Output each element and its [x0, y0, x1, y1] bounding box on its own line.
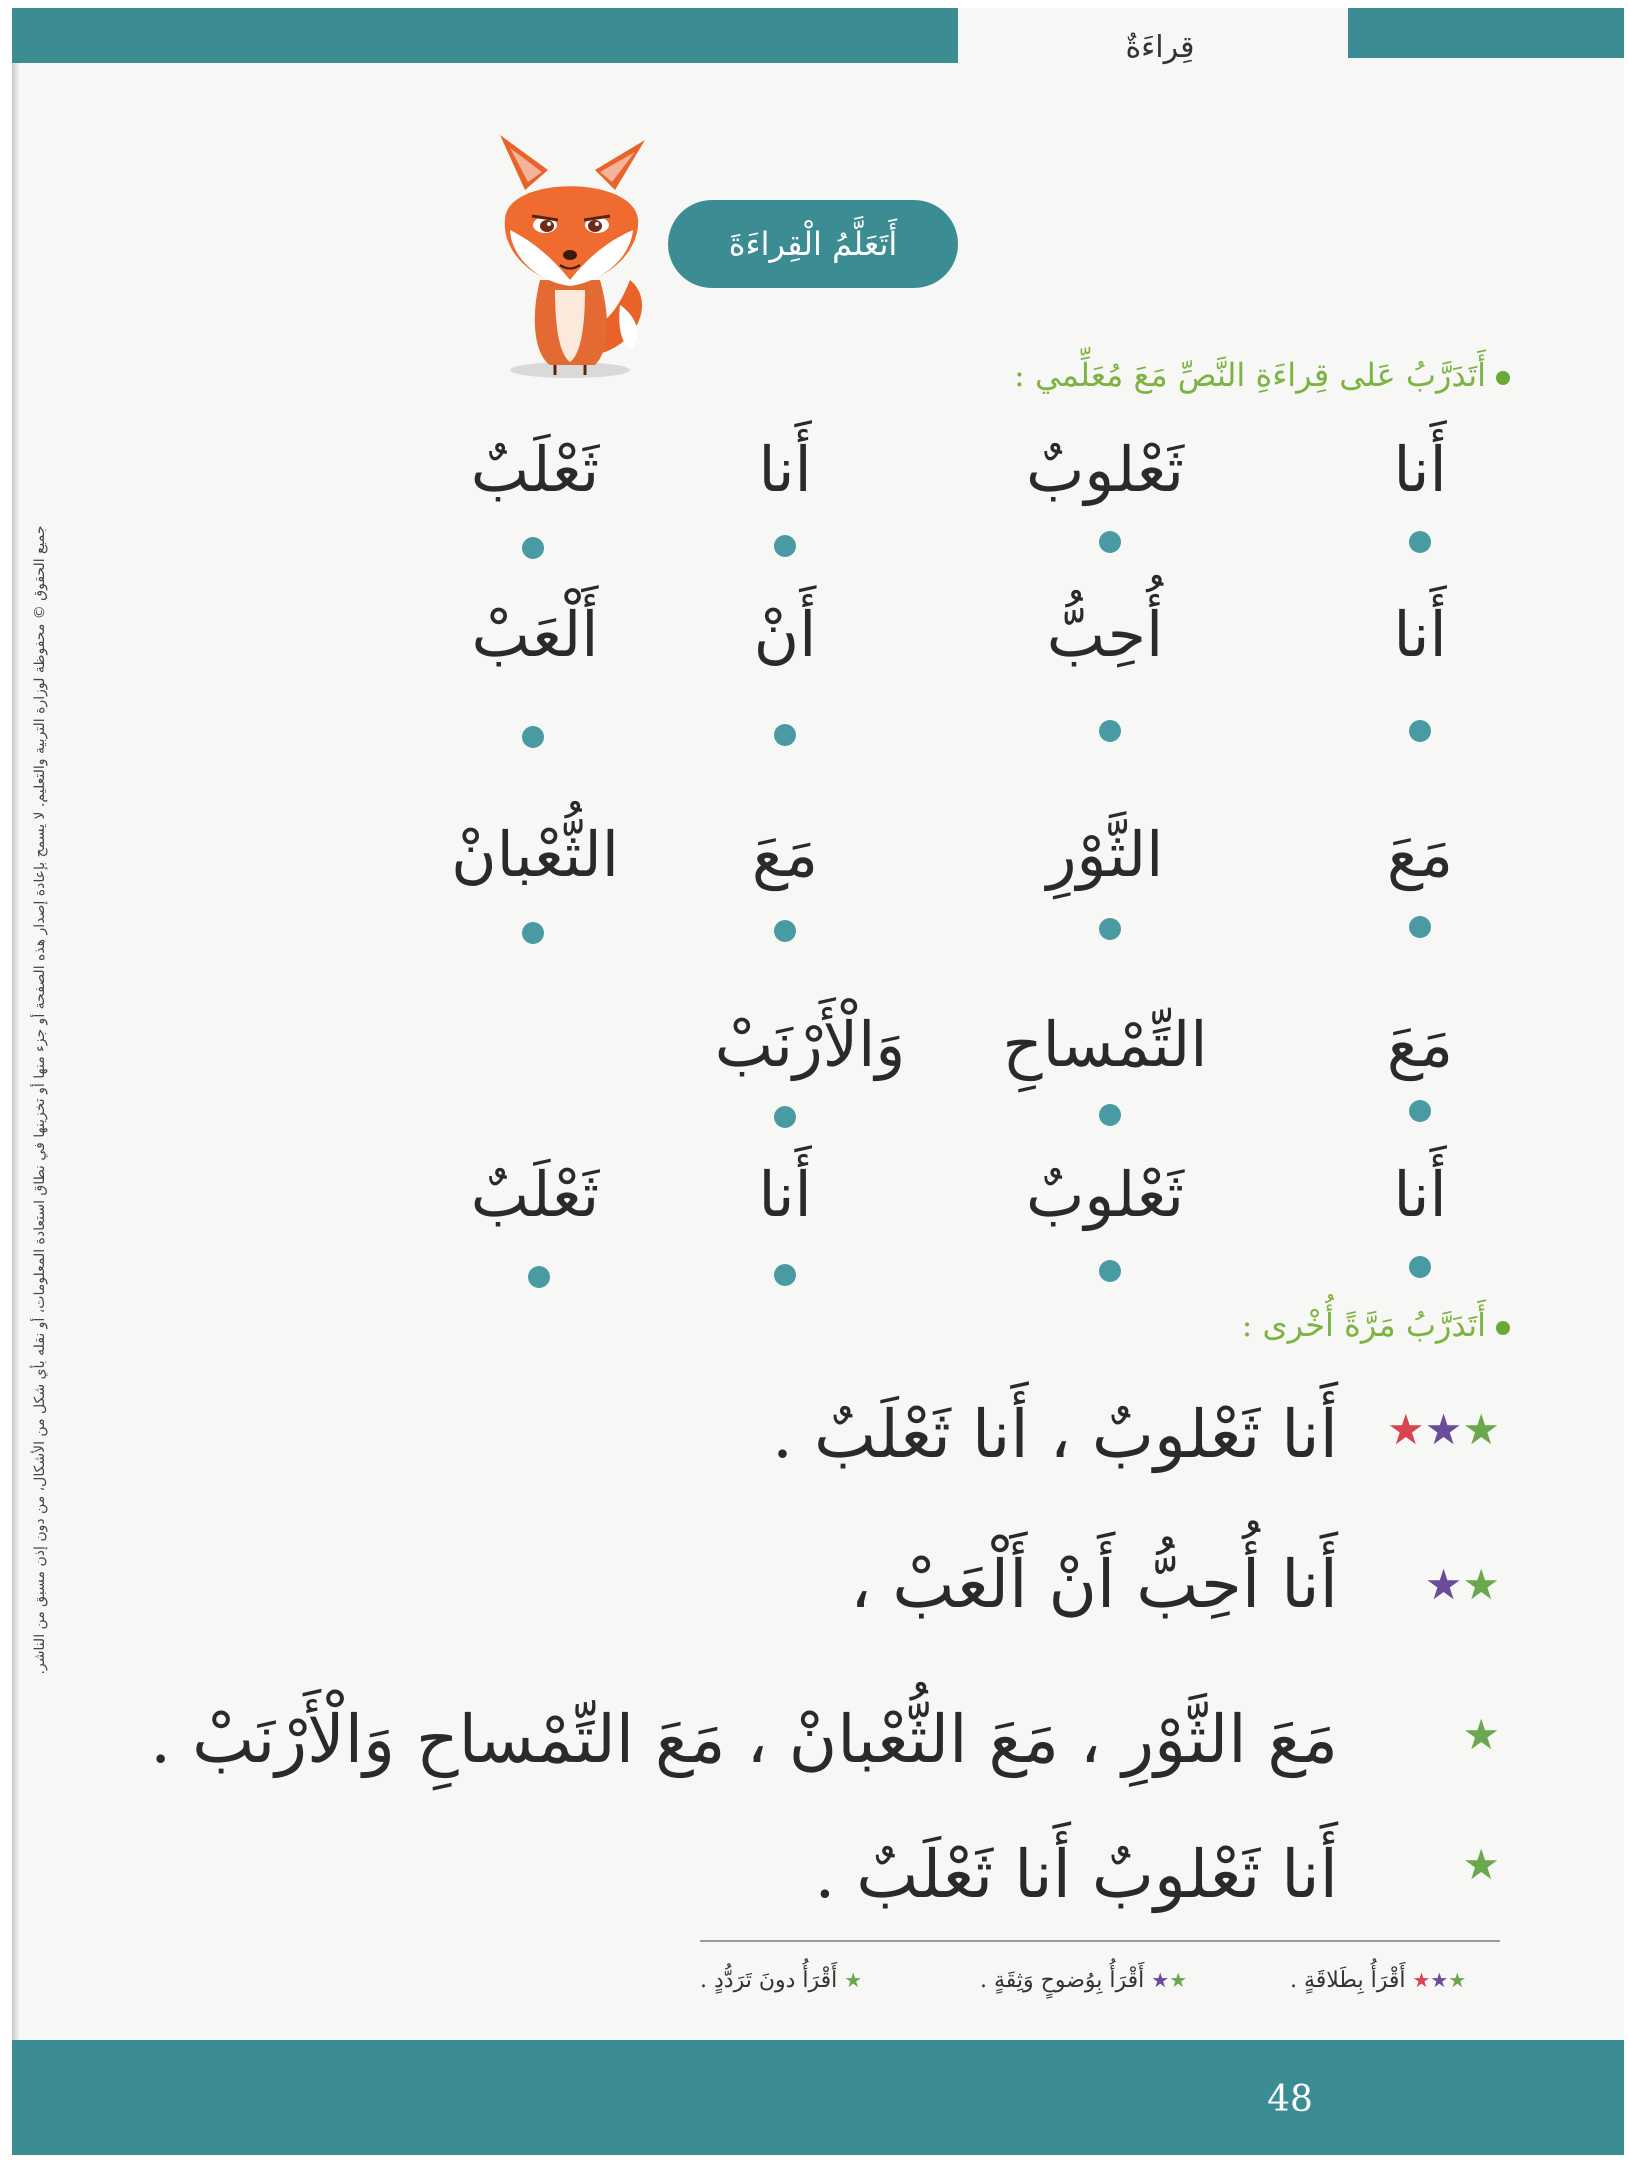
star-icon: ★ [1424, 1405, 1463, 1454]
word-dot [1409, 916, 1431, 938]
copyright-note-wrap [28, 500, 52, 1700]
word-dot [1099, 531, 1121, 553]
word-dot [774, 535, 796, 557]
grid-word: التِّمْساحِ [1002, 1008, 1208, 1081]
fox-illustration [470, 130, 670, 380]
bullet-icon [1496, 1321, 1510, 1335]
practice-sentence: أَنا ثَعْلوبٌ أَنا ثَعْلَبٌ . [814, 1836, 1338, 1913]
word-dot [1409, 531, 1431, 553]
legend-label: أَقْرَأُ دونَ تَرَدُّدٍ . [700, 1968, 838, 1993]
word-dot [774, 920, 796, 942]
legend-divider [700, 1940, 1500, 1942]
word-dot [522, 726, 544, 748]
word-dot [774, 1106, 796, 1128]
header-band-right [1348, 8, 1624, 58]
grid-word: ثَعْلوبٌ [1025, 1158, 1185, 1231]
grid-word: ثَعْلَبٌ [470, 1158, 600, 1231]
word-dot [774, 724, 796, 746]
grid-word: الثَّوْرِ [1046, 818, 1164, 891]
grid-word: وَالْأَرْنَبْ [714, 1008, 906, 1081]
header-band-left [12, 8, 958, 63]
word-dot [1099, 918, 1121, 940]
practice-sentence: مَعَ الثَّوْرِ ، مَعَ الثُّعْبانْ ، مَعَ التِّمْساحِ وَالْأَرْنَبْ . [150, 1701, 1338, 1778]
word-dot [1409, 1100, 1431, 1122]
word-dot [1099, 1260, 1121, 1282]
practice-sentence: أَنا أُحِبُّ أَنْ أَلْعَبْ ، [850, 1546, 1338, 1623]
word-dot [1099, 720, 1121, 742]
instruction-practice-again [810, 1300, 1510, 1350]
star-rating [1462, 1710, 1500, 1760]
star-icon: ★ [1462, 1840, 1500, 1889]
word-dot [1409, 1256, 1431, 1278]
grid-word: أَنا [758, 433, 812, 506]
grid-word: مَعَ [1386, 1008, 1454, 1081]
star-icon: ★ [1151, 1968, 1170, 1992]
star-icon: ★ [1462, 1710, 1500, 1759]
grid-word: أَنْ [753, 598, 817, 671]
footer-band [12, 2040, 1624, 2155]
grid-word: أَنا [758, 1158, 812, 1231]
star-icon: ★ [1169, 1968, 1188, 1992]
instruction-text: أَتَدَرَّبُ عَلى قِراءَةِ النَّصِّ مَعَ مُعَلِّمي : [1013, 356, 1486, 394]
star-icon: ★ [1462, 1560, 1500, 1609]
practice-sentence: أَنا ثَعْلوبٌ ، أَنا ثَعْلَبٌ . [772, 1396, 1338, 1473]
page-number: 48 [1267, 2079, 1313, 2120]
grid-word: الثُّعْبانْ [451, 818, 619, 891]
legend-three-stars [1290, 1960, 1466, 2000]
bullet-icon [1496, 371, 1510, 385]
instruction-practice-with-teacher [810, 350, 1510, 400]
word-dot [1099, 1104, 1121, 1126]
star-icon: ★ [1462, 1405, 1500, 1454]
star-icon: ★ [1412, 1968, 1431, 1992]
legend-label: أَقْرَأُ بِطَلاقَةٍ . [1290, 1968, 1406, 1993]
legend-label: أَقْرَأُ بِوُضوحٍ وَثِقَةٍ . [980, 1968, 1145, 1993]
page-gutter-shadow [12, 63, 20, 2043]
instruction-text: أَتَدَرَّبُ مَرَّةً أُخْرى : [1241, 1306, 1486, 1344]
legend-one-star [700, 1960, 862, 2000]
star-icon: ★ [1448, 1968, 1467, 1992]
grid-word: أَنا [1393, 598, 1447, 671]
grid-word: أَلْعَبْ [471, 598, 599, 671]
word-dot [522, 922, 544, 944]
star-rating [1425, 1560, 1500, 1610]
grid-word: مَعَ [1386, 818, 1454, 891]
grid-word: أَنا [1393, 433, 1447, 506]
star-icon: ★ [844, 1968, 863, 1992]
star-icon: ★ [1430, 1968, 1449, 1992]
legend-two-stars [980, 1960, 1187, 2000]
star-rating [1462, 1840, 1500, 1890]
copyright-note: جميع الحقوق © محفوظة لوزارة التربية والتعليم. لا يسمح بإعادة إصدار هذه الصفحة أو جزء منها أو تخزينها في نطاق استعادة المعلومات، أو نقله بأي شكل من الأشكال، من دون إذن مسبق من الناشر. [32, 525, 48, 1675]
word-dot [774, 1264, 796, 1286]
word-dot [528, 1266, 550, 1288]
section-title-pill: أَتَعَلَّمُ الْقِراءَةَ [668, 200, 958, 288]
header-label: قِراءَةٌ [1125, 30, 1195, 65]
word-dot [1409, 720, 1431, 742]
grid-word: مَعَ [751, 818, 819, 891]
grid-word: ثَعْلَبٌ [470, 433, 600, 506]
grid-word: أَنا [1393, 1158, 1447, 1231]
word-dot [522, 537, 544, 559]
grid-word: ثَعْلوبٌ [1025, 433, 1185, 506]
star-icon: ★ [1387, 1405, 1425, 1454]
star-rating [1387, 1405, 1500, 1455]
grid-word: أُحِبُّ [1046, 598, 1164, 671]
star-icon: ★ [1424, 1560, 1463, 1609]
